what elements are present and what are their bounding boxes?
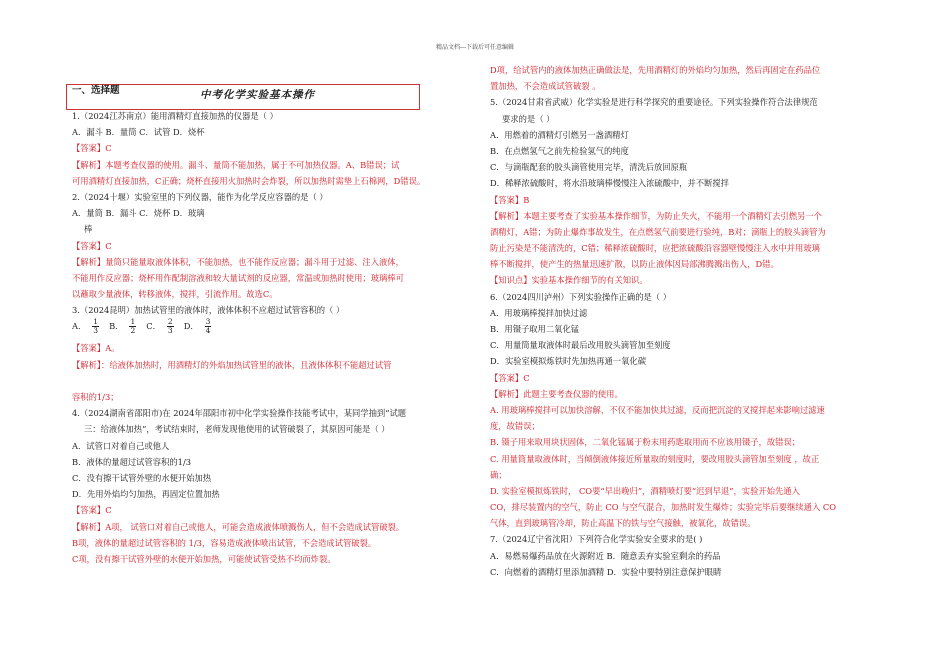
answer-line: 【解析】本题主要考查了实验基本操作细节，为防止失火，不能用一个酒精灯去引燃另一个 <box>490 210 822 221</box>
option-line: C．与滴瓶配套的胶头滴管使用完毕，清洗后放回原瓶 <box>490 162 688 173</box>
option-line: C．向燃着的酒精灯里添加酒精 D．实验中要特别注意保护眼睛 <box>490 566 722 577</box>
answer-line: 气体，直到玻璃管冷却，防止高温下的铁与空气接触，被氧化，故错误。 <box>490 518 756 529</box>
option-line: A．易燃易爆药品放在火源附近 B．随意丢弃实验室剩余的药品 <box>490 550 721 561</box>
document-title: 中考化学实验基本操作 <box>200 89 315 101</box>
answer-line: 置加热，不会造成试管破裂 。 <box>490 81 601 92</box>
answer-line: B项，液体的量超过试管容积的 1/3，容易造成液体喷出试管，不会造成试管破裂。 <box>72 537 377 548</box>
answer-line: D项，给试管内的液体加热正确做法是，先用酒精灯的外焰均匀加热，然后再固定在药品位 <box>490 65 821 75</box>
option-line: D．稀释浓硫酸时，将水沿玻璃棒慢慢注入浓硫酸中，并不断搅拌 <box>490 178 729 189</box>
question-stem: 2.（2024十堰）实验室里的下列仪器，能作为化学反应容器的是（ ） <box>72 191 328 202</box>
answer-line: 【知识点】实验基本操作细节的有关知识。 <box>490 275 648 286</box>
left-column <box>72 82 462 567</box>
answer-line: C项，没有擦干试管外壁的水便开始加热，可能使试管受热不均而炸裂。 <box>72 553 336 564</box>
fraction-option: D． $\frac{3}{4}$ <box>183 317 211 336</box>
answer-line: 【答案】C <box>72 240 112 251</box>
answer-line: 不能用作反应器；烧杯用作配制溶液和较大量试剂的反应器，常温或加热时使用；玻璃棒可 <box>72 272 404 283</box>
answer-line: 【解析】A项， 试管口对着自己或他人，可能会造成液体喷溅伤人，但不会造成试管破裂。 <box>72 521 405 532</box>
question-stem: 7.（2024辽宁省沈阳）下列符合化学实验安全要求的是( ) <box>490 534 703 545</box>
section-heading: 一、选择题 <box>72 85 120 96</box>
question-stem: 1.（2024江苏南京）能用酒精灯直接加热的仪器是（ ） <box>72 111 278 121</box>
right-column <box>490 62 880 580</box>
page-header: 精品文档---下载后可任意编辑 <box>435 44 515 51</box>
option-line: D．先用外焰均匀加热，再固定位置加热 <box>72 489 220 500</box>
answer-line: 酒精灯，A错；为防止爆炸事故发生，在点燃氢气前要进行验纯，B对；滴瓶上的胶头滴管为 <box>490 226 826 237</box>
option-line: C．用量筒量取液体时最后改用胶头滴管加至刻度 <box>490 340 671 351</box>
answer-line: 【答案】A。 <box>72 343 120 354</box>
answer-line: 【解析】此题主要考查仪器的使用。 <box>490 388 623 399</box>
option-line: A．量筒 B．漏斗 C．烧杯 D．玻璃 <box>72 208 205 219</box>
fraction-options <box>72 318 462 340</box>
answer-line: 【解析】量筒只能量取液体体积，不能加热，也不能作反应器；漏斗用于过滤、注入液体， <box>72 256 404 267</box>
option-line: D．实验室模拟炼铁时先加热再通一氧化碳 <box>490 356 646 367</box>
answer-line: A. 用玻璃棒搅拌可以加快溶解，不仅不能加快其过滤，反而把沉淀的叉搅拌起来影响过滤速 <box>490 404 825 415</box>
answer-line: 确； <box>490 469 507 480</box>
answer-line: 【答案】C <box>490 372 530 383</box>
answer-line: 以蘸取少量液体，转移液体，搅拌，引流作用。故选C。 <box>72 289 278 300</box>
question-stem: 5.（2024甘肃省武威）化学实验是进行科学探究的重要途径。下列实验操作符合法律规范 <box>490 97 818 108</box>
answer-line: C. 用量筒量取液体时，当倾倒液体接近所量取的刻度时，要改用胶头滴管加至刻度 ，故正 <box>490 453 820 464</box>
answer-line: 【解析】：给液体加热时，用酒精灯的外焰加热试管里的液体，且液体体积不能超过试管 <box>72 359 392 370</box>
answer-line: 【解析】本题考查仪器的使用。漏斗、量筒不能加热，属于不可加热仪器。A、B错误；试 <box>72 159 400 170</box>
option-line: 要求的是（ ） <box>502 113 555 124</box>
answer-line: 度，故错误； <box>490 421 540 432</box>
answer-line: 棒不断搅拌，使产生的热量迅速扩散，以防止液体因局部沸腾溅出伤人，D错。 <box>490 259 779 270</box>
answer-line: CO，排尽装置内的空气，防止 CO 与空气混合，加热时发生爆炸；实验完毕后要继续通入 CO <box>490 502 837 513</box>
option-line: 三：给液体加热”，考试结束时，老师发现他使用的试管破裂了，其原因可能是（ ） <box>84 424 390 435</box>
answer-line: B. 镊子用来取用块状固体，二氧化锰属于粉末用药匙取用而不应该用镊子，故错误； <box>490 437 801 448</box>
option-line: B．在点燃氢气之前先检验氢气的纯度 <box>490 145 629 156</box>
answer-line: 【答案】C <box>72 143 112 154</box>
fraction-option: A． $\frac{1}{3}$ <box>72 317 99 336</box>
answer-line: D. 实验室模拟炼铁时， CO要“早出晚归”，酒精喷灯要“迟到早退”，实验开始先通入 <box>490 485 800 496</box>
answer-line: 可用酒精灯直接加热，C正确；烧杯直接用火加热时会炸裂，所以加热时需垫上石棉网，D错误。 <box>72 175 426 186</box>
question-stem: 4.（2024湖南省邵阳市)在 2024年邵阳市初中化学实验操作技能考试中，某同学抽到“试题 <box>72 408 407 419</box>
option-line: A．用玻璃棒搅拌加快过滤 <box>490 307 588 318</box>
option-line: B．液体的量超过试管容积的1/3 <box>72 456 192 467</box>
question-stem: 6.（2024四川泸州）下列实验操作正确的是（ ） <box>490 291 672 302</box>
answer-line: 【答案】C <box>72 505 112 516</box>
option-line: B．用镊子取用二氧化锰 <box>490 324 580 334</box>
option-line: A．漏斗 B．量筒 C．试管 D．烧杯 <box>72 127 205 138</box>
option-line: A．用燃着的酒精灯引燃另一盏酒精灯 <box>490 129 629 140</box>
answer-line: 容积的1/3； <box>72 392 119 402</box>
option-line: 棒 <box>84 224 93 235</box>
answer-line: 【答案】B <box>490 194 530 205</box>
answer-line: 防止污染是不能清洗的，C错；稀释浓硫酸时，应把浓硫酸沿容器壁慢慢注入水中并用玻璃 <box>490 243 820 254</box>
option-line: C．没有擦干试管外壁的水便开始加热 <box>72 472 212 483</box>
option-line <box>72 373 462 389</box>
option-line: A．试管口对着自己或他人 <box>72 440 170 451</box>
fraction-option: C． $\frac{2}{3}$ <box>146 317 173 336</box>
question-stem: 3.（2024昆明）加热试管里的液体时，液体体积不应超过试管容积的（ ） <box>72 305 345 316</box>
fraction-option: B． $\frac{1}{2}$ <box>109 317 136 336</box>
